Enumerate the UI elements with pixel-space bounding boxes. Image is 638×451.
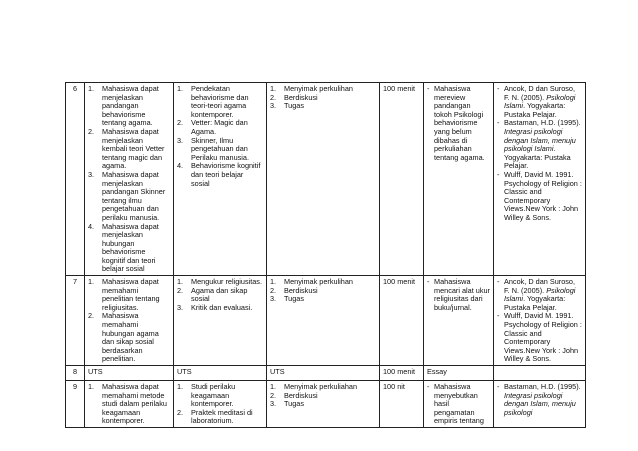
learning-outcomes-list-item bbox=[88, 85, 170, 128]
item-number: 2. bbox=[270, 390, 277, 400]
item-number: 3. bbox=[270, 294, 277, 304]
bullet-dash: - bbox=[497, 311, 500, 321]
methods-cell bbox=[267, 83, 380, 276]
indicators-list bbox=[427, 278, 490, 312]
reference-title: Integrasi psikologi dengan Islam, menuju psikologi bbox=[504, 390, 576, 417]
bullet-dash: - bbox=[427, 382, 430, 391]
materials-cell bbox=[174, 276, 267, 366]
item-text: Mahasiswa dapat memahami penelitian tentang religiusitas. bbox=[102, 277, 160, 312]
indicators-list bbox=[427, 383, 490, 426]
reference-item bbox=[497, 85, 582, 119]
learning-outcomes-list bbox=[88, 278, 170, 364]
exam-label: UTS bbox=[88, 367, 103, 376]
item-number: 1. bbox=[88, 84, 95, 93]
materials-list-item bbox=[177, 85, 263, 119]
learning-outcomes-cell bbox=[85, 366, 174, 381]
bullet-dash: - bbox=[497, 169, 500, 179]
table-row bbox=[66, 83, 586, 276]
indicator-item bbox=[427, 383, 490, 426]
indicator-item bbox=[427, 278, 490, 312]
assessment-type: Essay bbox=[427, 367, 447, 376]
item-number: 4. bbox=[88, 221, 95, 231]
item-number: 1. bbox=[88, 277, 95, 287]
time-allocation: 100 nit bbox=[380, 381, 424, 428]
methods-cell bbox=[267, 381, 380, 428]
item-text: Mahasiswa memahami hubungan agama dan sikap sosial berdasarkan penelitian. bbox=[102, 311, 159, 364]
references-cell bbox=[494, 366, 586, 381]
meeting-number: 7 bbox=[66, 276, 85, 366]
reference-item bbox=[497, 119, 582, 171]
reference-item bbox=[497, 312, 582, 364]
references-cell bbox=[494, 83, 586, 276]
item-number: 2. bbox=[270, 92, 277, 102]
indicators-cell bbox=[424, 276, 494, 366]
bullet-dash: - bbox=[497, 118, 500, 128]
item-number: 1. bbox=[177, 382, 184, 391]
reference-author: Bastaman, H.D. (1995). bbox=[504, 118, 581, 128]
indicators-list bbox=[427, 85, 490, 162]
item-text: Vetter: Magic dan Agama. bbox=[191, 118, 248, 136]
item-text: Berdiskusi bbox=[284, 390, 318, 400]
table-row bbox=[66, 276, 586, 366]
item-text: Menyimak perkuliahan bbox=[284, 382, 358, 391]
item-number: 1. bbox=[177, 277, 184, 287]
time-allocation: 100 menit bbox=[380, 366, 424, 381]
item-text: Berdiskusi bbox=[284, 285, 318, 295]
materials-list bbox=[177, 85, 263, 188]
item-number: 1. bbox=[270, 277, 277, 287]
reference-publisher: . Yogyakarta: Pustaka Pelajar. bbox=[504, 101, 566, 119]
item-text: Mahasiswa dapat memahami metode studi dalam perilaku keagamaan kontemporer. bbox=[102, 382, 167, 426]
item-number: 4. bbox=[177, 161, 184, 171]
reference-author: Wulff, David M. 1991. Psychology of Religion : Classic and Contemporary Views.New York : John Willey & Sons. bbox=[504, 169, 582, 222]
table-row bbox=[66, 381, 586, 428]
item-text: Mahasiswa dapat menjelaskan pandangan behaviorisme tentang agama. bbox=[102, 84, 159, 128]
learning-outcomes-list-item bbox=[88, 383, 170, 426]
materials-list bbox=[177, 278, 263, 312]
learning-outcomes-list-item bbox=[88, 128, 170, 171]
bullet-dash: - bbox=[427, 84, 430, 93]
item-number: 3. bbox=[177, 135, 184, 145]
item-number: 1. bbox=[270, 382, 277, 391]
item-number: 2. bbox=[177, 285, 184, 295]
methods-list bbox=[270, 383, 376, 409]
item-text: Tugas bbox=[284, 101, 305, 111]
indicators-cell bbox=[424, 83, 494, 276]
indicators-cell bbox=[424, 366, 494, 381]
item-text: Mahasiswa dapat menjelaskan kembali teori Vetter tentang magic dan agama. bbox=[102, 126, 165, 171]
learning-outcomes-cell bbox=[85, 276, 174, 366]
item-text: Menyimak perkulihan bbox=[284, 277, 353, 287]
item-text: Mahasiswa dapat menjelaskan pandangan Skinner tentang ilmu pengetahuan dan perilaku manusia. bbox=[102, 169, 166, 222]
reference-author: Ancok, D dan Suroso, F. N. (2005). bbox=[504, 84, 575, 102]
indicator-item bbox=[427, 85, 490, 162]
item-number: 3. bbox=[270, 399, 277, 409]
references-list bbox=[497, 278, 582, 364]
item-number: 3. bbox=[270, 101, 277, 111]
methods-cell bbox=[267, 366, 380, 381]
table-row bbox=[66, 366, 586, 381]
item-text: Kritik dan evaluasi. bbox=[191, 302, 253, 312]
reference-item bbox=[497, 171, 582, 223]
methods-list-item bbox=[270, 102, 376, 111]
methods-list-item bbox=[270, 295, 376, 304]
learning-outcomes-list-item bbox=[88, 171, 170, 223]
item-text: Berdiskusi bbox=[284, 92, 318, 102]
meeting-number: 6 bbox=[66, 83, 85, 276]
materials-list bbox=[177, 383, 263, 426]
item-text: Studi perilaku keagamaan kontemporer. bbox=[191, 382, 236, 409]
item-number: 2. bbox=[270, 285, 277, 295]
reference-item bbox=[497, 383, 582, 417]
materials-list-item bbox=[177, 119, 263, 136]
item-number: 1. bbox=[270, 84, 277, 93]
indicator-text: Mahasiswa mencari alat ukur religiusitas dari buku/jurnal. bbox=[434, 277, 490, 312]
exam-label: UTS bbox=[270, 367, 285, 376]
bullet-dash: - bbox=[497, 84, 500, 93]
item-text: Skinner, Ilmu pengetahuan dan Perilaku manusia. bbox=[191, 135, 249, 162]
time-allocation: 100 menit bbox=[380, 276, 424, 366]
reference-author: Bastaman, H.D. (1995). bbox=[504, 382, 581, 391]
item-number: 2. bbox=[88, 311, 95, 321]
indicators-cell bbox=[424, 381, 494, 428]
item-text: Praktek meditasi di laboratorium. bbox=[191, 407, 253, 426]
indicator-text: Mahasiswa menyebutkan hasil pengamatan empiris tentang bbox=[434, 382, 484, 426]
item-text: Mengukur religiusitas. bbox=[191, 277, 262, 287]
item-text: Tugas bbox=[284, 399, 305, 409]
methods-list-item bbox=[270, 400, 376, 409]
materials-list-item bbox=[177, 162, 263, 188]
materials-cell bbox=[174, 366, 267, 381]
learning-outcomes-cell bbox=[85, 83, 174, 276]
item-text: Pendekatan behaviorisme dan teori-teori agama kontemporer. bbox=[191, 84, 249, 119]
references-list bbox=[497, 383, 582, 417]
meeting-number: 9 bbox=[66, 381, 85, 428]
learning-outcomes-list-item bbox=[88, 223, 170, 275]
references-list bbox=[497, 85, 582, 223]
lesson-plan-table bbox=[65, 82, 586, 428]
reference-title: Psikologi Islami bbox=[504, 92, 576, 111]
item-text: Tugas bbox=[284, 294, 305, 304]
methods-list bbox=[270, 278, 376, 304]
meeting-number: 8 bbox=[66, 366, 85, 381]
item-number: 1. bbox=[177, 84, 184, 93]
item-number: 3. bbox=[177, 302, 184, 312]
item-number: 2. bbox=[88, 126, 95, 136]
learning-outcomes-list-item bbox=[88, 278, 170, 312]
materials-list-item bbox=[177, 409, 263, 426]
exam-label: UTS bbox=[177, 367, 192, 376]
materials-list-item bbox=[177, 287, 263, 304]
bullet-dash: - bbox=[497, 382, 500, 391]
item-text: Agama dan sikap sosial bbox=[191, 285, 248, 304]
item-number: 2. bbox=[177, 118, 184, 128]
materials-list-item bbox=[177, 137, 263, 163]
item-text: Menyimak perkulihan bbox=[284, 84, 353, 93]
learning-outcomes-list bbox=[88, 383, 170, 426]
item-number: 1. bbox=[88, 382, 95, 391]
learning-outcomes-cell bbox=[85, 381, 174, 428]
methods-list bbox=[270, 85, 376, 111]
item-text: Behaviorisme kognitif dan teori belajar sosial bbox=[191, 161, 261, 188]
bullet-dash: - bbox=[497, 277, 500, 287]
materials-cell bbox=[174, 83, 267, 276]
bullet-dash: - bbox=[427, 277, 430, 287]
reference-title: Psikologi Islami bbox=[504, 285, 576, 304]
reference-author: Ancok, D dan Suroso, F. N. (2005). bbox=[504, 277, 575, 295]
reference-publisher: . Yogyakarta: Pustaka Pelajar. bbox=[504, 294, 566, 312]
learning-outcomes-list bbox=[88, 85, 170, 274]
reference-item bbox=[497, 278, 582, 312]
item-number: 2. bbox=[177, 407, 184, 417]
learning-outcomes-list-item bbox=[88, 312, 170, 364]
references-cell bbox=[494, 381, 586, 428]
item-text: Mahasiswa dapat menjelaskan hubungan behaviorisme kognitif dan teori belajar sosial bbox=[102, 221, 159, 274]
indicator-text: Mahasiswa mereview pandangan tokoh Psikologi behaviorisme yang belum dibahas di perkuliahan tentang agama. bbox=[434, 84, 485, 162]
reference-publisher: . Yogyakarta: Pustaka Pelajar. bbox=[504, 144, 571, 171]
reference-author: Wulff, David M. 1991. Psychology of Religion : Classic and Contemporary Views.New York : John Willey & Sons. bbox=[504, 311, 582, 364]
time-allocation: 100 menit bbox=[380, 83, 424, 276]
materials-list-item bbox=[177, 304, 263, 313]
item-number: 3. bbox=[88, 169, 95, 179]
reference-title: Integrasi psikologi dengan Islam, menuju psikologi Islami bbox=[504, 126, 576, 154]
methods-cell bbox=[267, 276, 380, 366]
references-cell bbox=[494, 276, 586, 366]
materials-cell bbox=[174, 381, 267, 428]
materials-list-item bbox=[177, 383, 263, 409]
